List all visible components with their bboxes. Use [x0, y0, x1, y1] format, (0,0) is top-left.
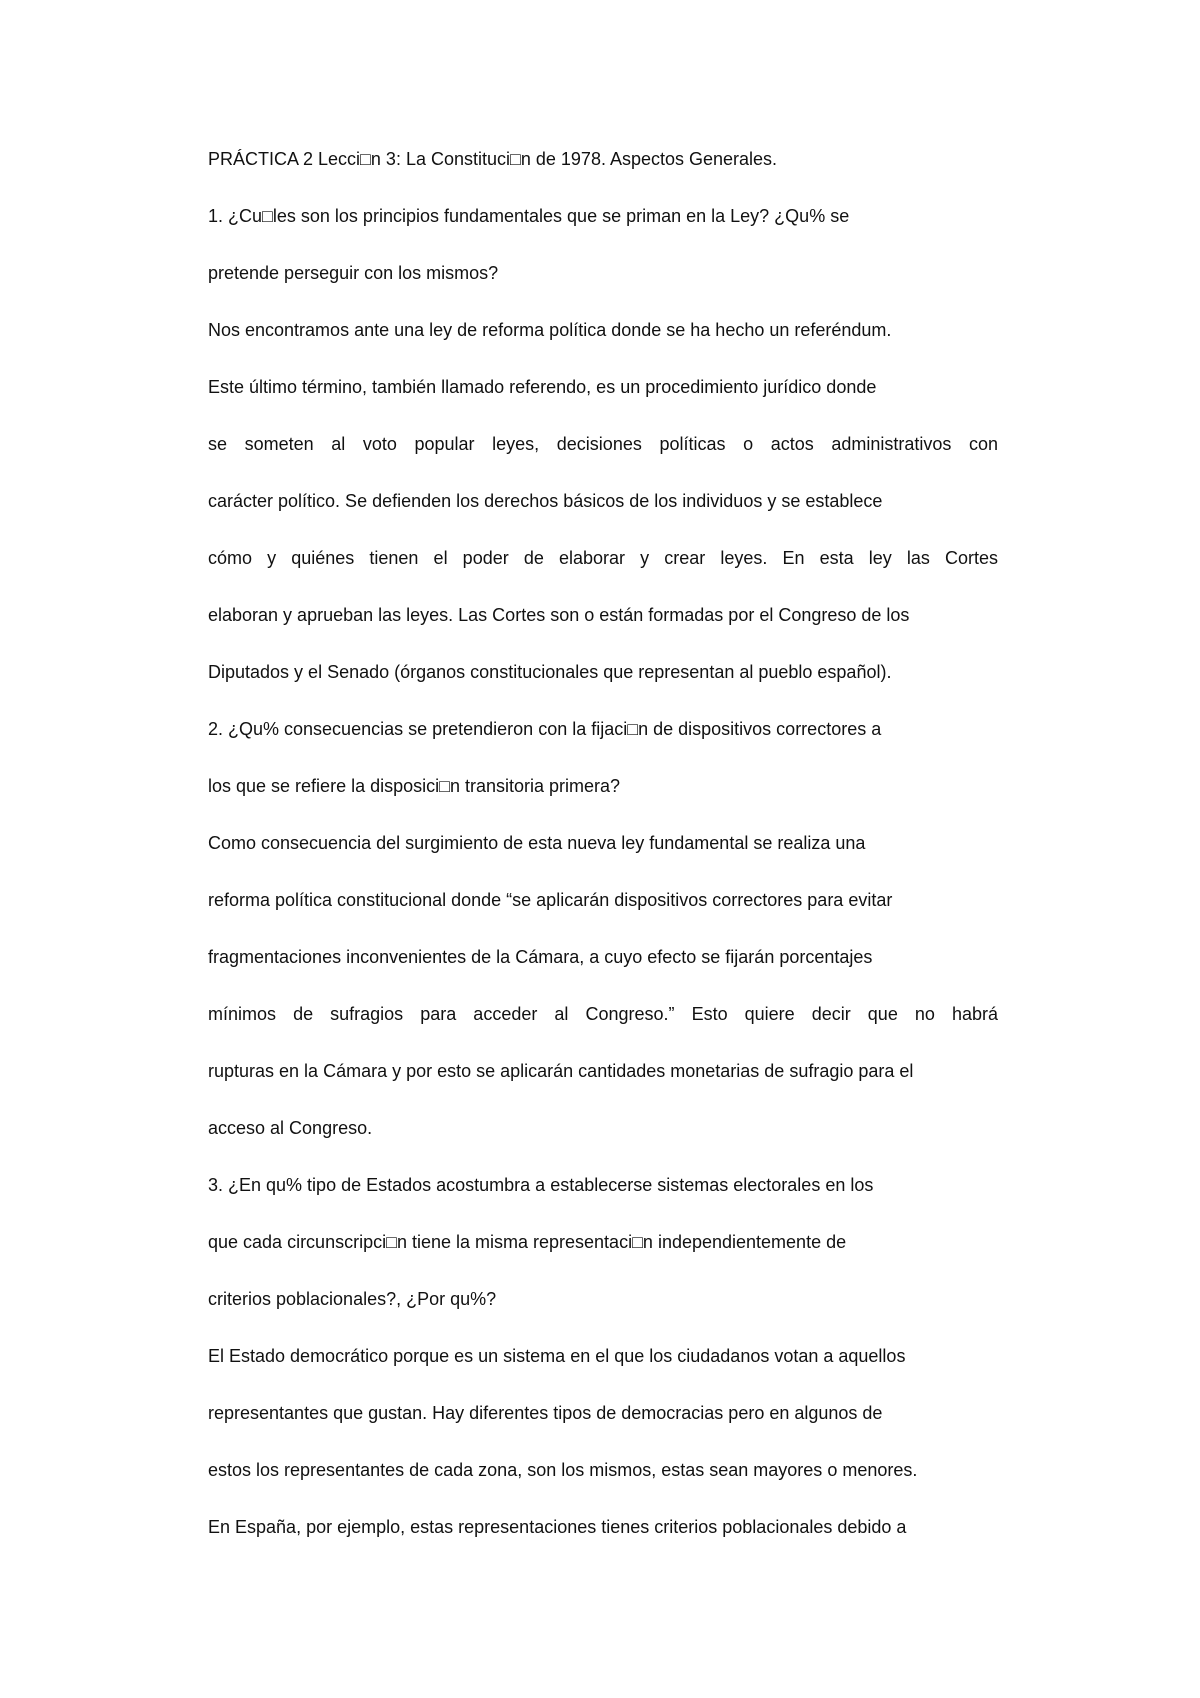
question-1-line-1: 1. ¿Cu□les son los principios fundamentales que se priman en la Ley? ¿Qu% se	[208, 206, 850, 226]
answer-2-line-2: reforma política constitucional donde “se aplicarán dispositivos correctores para evitar	[208, 890, 893, 910]
question-3-line-3: criterios poblacionales?, ¿Por qu%?	[208, 1289, 497, 1309]
answer-1-line-6: elaboran y aprueban las leyes. Las Cortes son o están formadas por el Congreso de los	[208, 605, 910, 625]
question-2-line-1: 2. ¿Qu% consecuencias se pretendieron con la fijaci□n de dispositivos correctores a	[208, 719, 882, 739]
question-3-line-1: 3. ¿En qu% tipo de Estados acostumbra a establecerse sistemas electorales en los	[208, 1175, 874, 1195]
answer-1-line-5: cómo y quiénes tienen el poder de elaborar y crear leyes. En esta ley las Cortes	[208, 548, 998, 568]
answer-2-line-1: Como consecuencia del surgimiento de esta nueva ley fundamental se realiza una	[208, 833, 866, 853]
answer-2-line-4: mínimos de sufragios para acceder al Congreso.” Esto quiere decir que no habrá	[208, 1004, 998, 1024]
question-2-line-2: los que se refiere la disposici□n transitoria primera?	[208, 776, 621, 796]
answer-2-line-6: acceso al Congreso.	[208, 1118, 373, 1138]
answer-3-line-4: En España, por ejemplo, estas representaciones tienes criterios poblacionales debido a	[208, 1517, 907, 1537]
question-3-line-2: que cada circunscripci□n tiene la misma representaci□n independientemente de	[208, 1232, 847, 1252]
answer-3-line-3: estos los representantes de cada zona, son los mismos, estas sean mayores o menores.	[208, 1460, 918, 1480]
document-title: PRÁCTICA 2 Lecci□n 3: La Constituci□n de 1978. Aspectos Generales.	[208, 149, 778, 169]
answer-1-line-2: Este último término, también llamado referendo, es un procedimiento jurídico donde	[208, 377, 877, 397]
answer-3-line-2: representantes que gustan. Hay diferentes tipos de democracias pero en algunos de	[208, 1403, 883, 1423]
answer-1-line-7: Diputados y el Senado (órganos constitucionales que representan al pueblo español).	[208, 662, 892, 682]
question-1-line-2: pretende perseguir con los mismos?	[208, 263, 499, 283]
answer-2-line-5: rupturas en la Cámara y por esto se aplicarán cantidades monetarias de sufragio para el	[208, 1061, 914, 1081]
answer-2-line-3: fragmentaciones inconvenientes de la Cámara, a cuyo efecto se fijarán porcentajes	[208, 947, 873, 967]
answer-1-line-1: Nos encontramos ante una ley de reforma política donde se ha hecho un referéndum.	[208, 320, 892, 340]
answer-1-line-4: carácter político. Se defienden los derechos básicos de los individuos y se establece	[208, 491, 883, 511]
answer-1-line-3: se someten al voto popular leyes, decisiones políticas o actos administrativos con	[208, 434, 998, 454]
answer-3-line-1: El Estado democrático porque es un sistema en el que los ciudadanos votan a aquellos	[208, 1346, 906, 1366]
